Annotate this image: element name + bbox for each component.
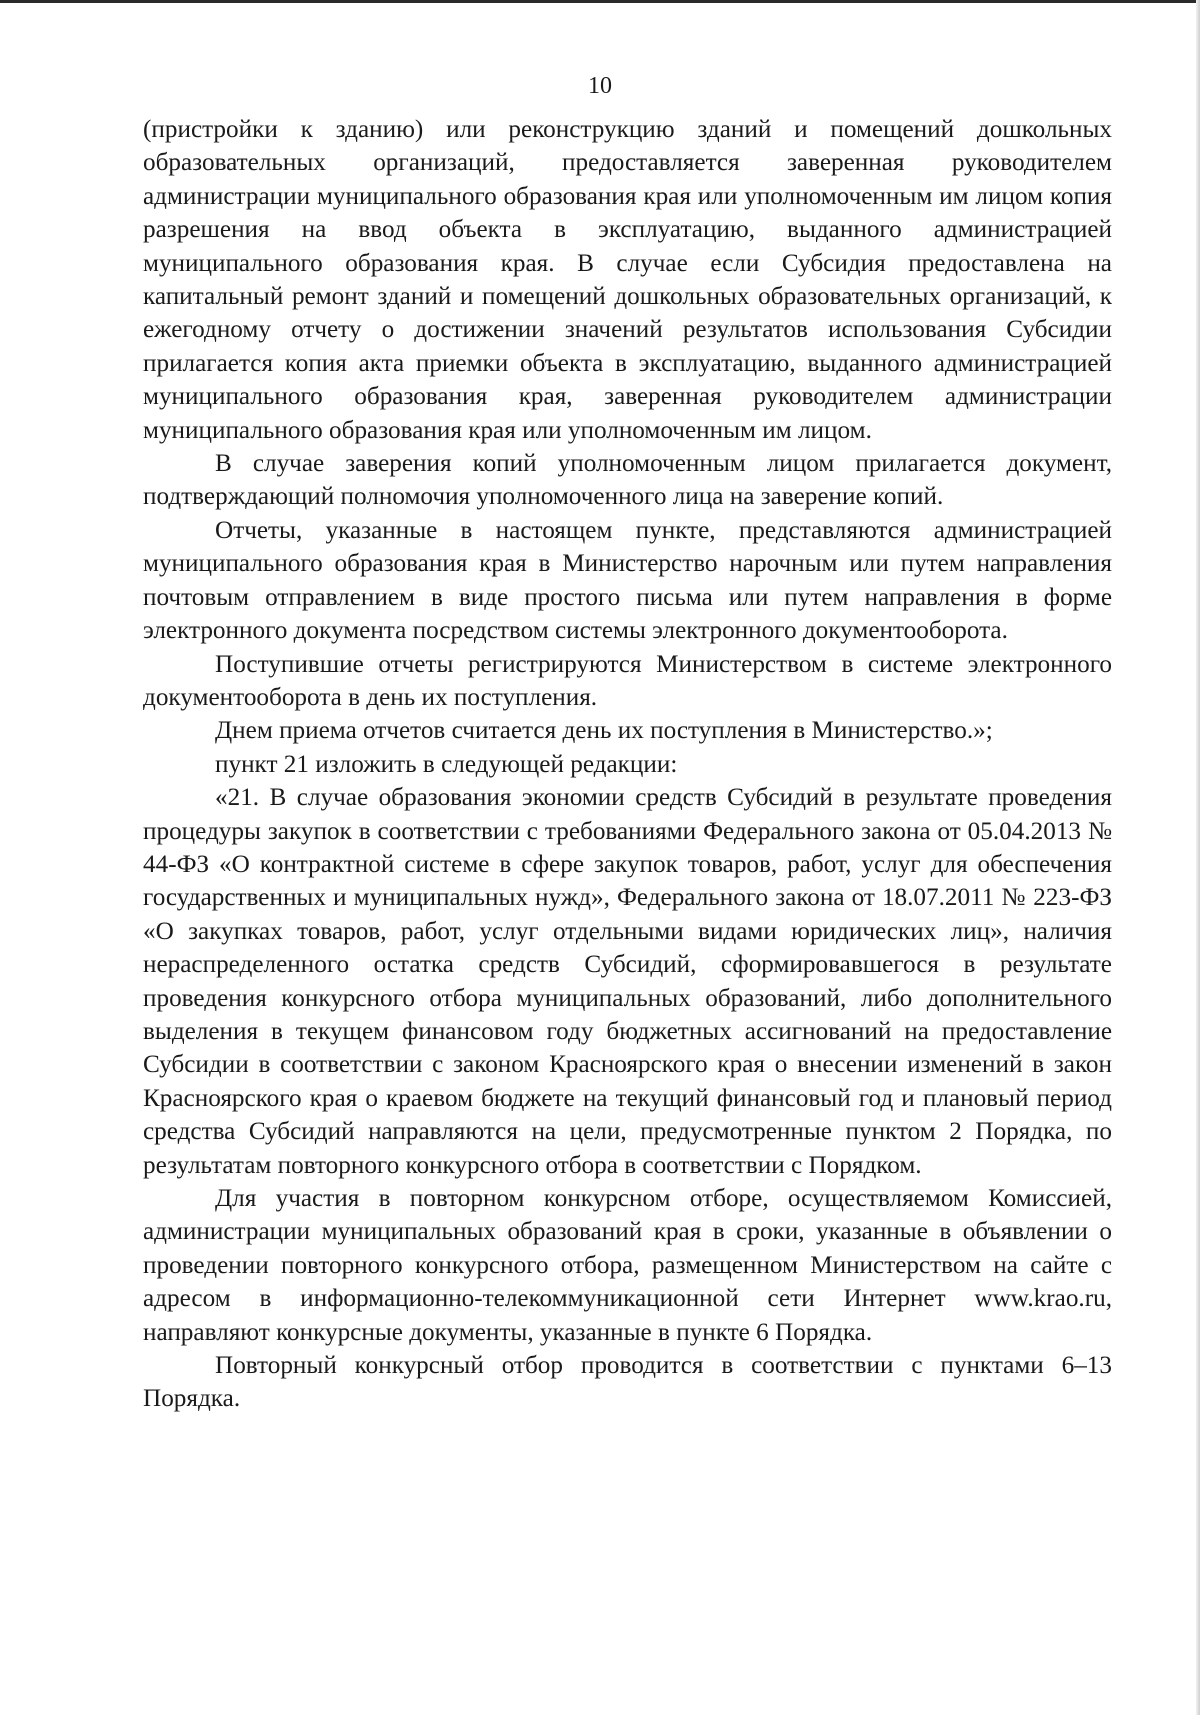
paragraph-continuation: (пристройки к зданию) или реконструкцию зданий и помещений дошкольных образовательных организаций, предоставляется заверенная руководителем администрации муниципального образования края или уполномоченным им лицом копия разрешения на ввод объекта в эксплуатацию, выданного администрацией муниципального образования края. В случае если Субсидия предоставлена на капитальный ремонт зданий и помещений дошкольных образовательных организаций, к ежегодному отчету о достижении значений результатов использования Субсидии прилагается копия акта приемки объекта в эксплуатацию, выданного администрацией муниципального образования края, заверенная руководителем администрации муниципального образования края или уполномоченным им лицом.: [143, 116, 1112, 444]
paragraph-receipt-date: Днем приема отчетов считается день их поступления в Министерство.»;: [215, 717, 993, 745]
paragraph-reports-submission: Отчеты, указанные в настоящем пункте, представляются администрацией муниципального образования края в Министерство нарочным или путем направления почтовым отправлением в виде простого письма или путем направления в форме электронного документа посредством системы электронного документооборота.: [143, 516, 1112, 645]
paragraph-amendment-intro: пункт 21 изложить в следующей редакции:: [215, 750, 678, 778]
scan-edge-right: [1196, 0, 1200, 1715]
scan-edge-top: [0, 0, 1200, 3]
document-body: [143, 113, 1112, 1416]
paragraph-item-21: «21. В случае образования экономии средств Субсидий в результате проведения процедуры закупок в соответствии с требованиями Федерального закона от 05.04.2013 № 44-ФЗ «О контрактной системе в сфере закупок товаров, работ, услуг для обеспечения государственных и муниципальных нужд», Федерального закона от 18.07.2011 № 223-ФЗ «О закупках товаров, работ, услуг отдельными видами юридических лиц», наличия нераспределенного остатка средств Субсидий, сформировавшегося в результате проведения конкурсного отбора муниципальных образований, либо дополнительного выделения в текущем финансовом году бюджетных ассигнований на предоставление Субсидии в соответствии с законом Красноярского края о внесении изменений в закон Красноярского края о краевом бюджете на текущий финансовый год и плановый период средства Субсидий направляются на цели, предусмотренные пунктом 2 Порядка, по результатам повторного конкурсного отбора в соответствии с Порядком.: [143, 784, 1112, 1179]
paragraph-certification: В случае заверения копий уполномоченным лицом прилагается документ, подтверждающий полномочия уполномоченного лица на заверение копий.: [143, 450, 1112, 511]
paragraph-repeat-selection-participation: Для участия в повторном конкурсном отборе, осуществляемом Комиссией, администрации муниципальных образований края в сроки, указанные в объявлении о проведении повторного конкурсного отбора, размещенном Министерством на сайте с адресом в информационно-телекоммуникационной сети Интернет www.krao.ru, направляют конкурсные документы, указанные в пункте 6 Порядка.: [143, 1185, 1112, 1346]
page-number: 10: [588, 73, 612, 99]
paragraph-reports-registration: Поступившие отчеты регистрируются Министерством в системе электронного документооборота в день их поступления.: [143, 650, 1112, 711]
paragraph-repeat-selection-procedure: Повторный конкурсный отбор проводится в соответствии с пунктами 6–13 Порядка.: [143, 1352, 1112, 1413]
